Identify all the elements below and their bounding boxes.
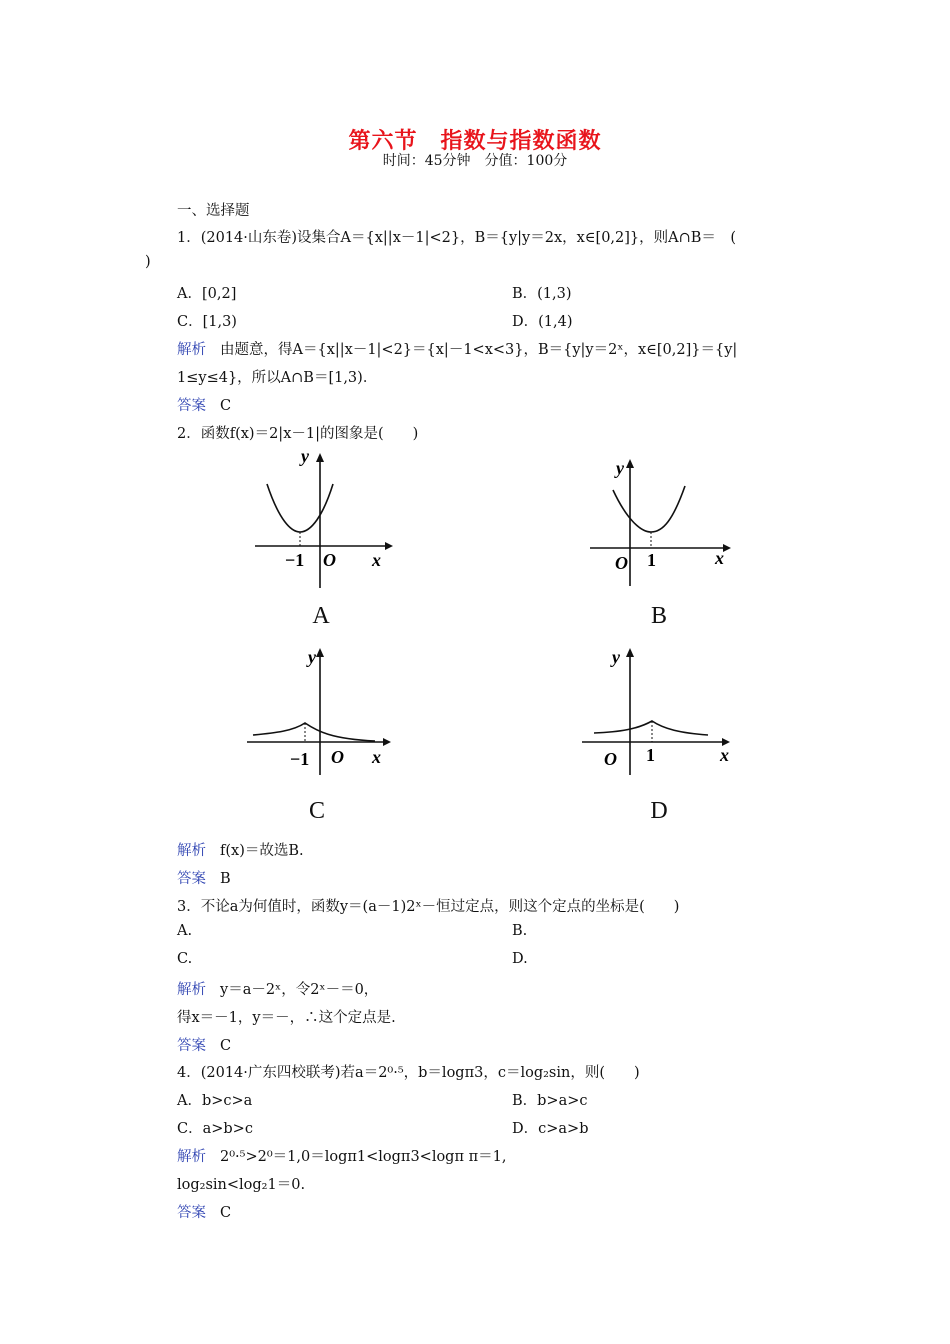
q1-stem-end: ): [145, 254, 151, 270]
q1-analysis-text: 由题意，得A＝{x||x－1|<2}＝{x|－1<x<3}，B＝{y|y＝2ˣ，x∈[0,2]}＝{y|: [220, 342, 738, 358]
q3-answer-value: C: [220, 1038, 232, 1054]
tick-label: −1: [285, 550, 305, 570]
origin-label: O: [615, 553, 628, 573]
page-title: 第六节 指数与指数函数: [348, 128, 602, 154]
q4-analysis: [177, 1145, 506, 1166]
x-axis-label: x: [372, 550, 381, 570]
q3-option-a: A.: [177, 923, 193, 939]
q1-option-a: A．[0,2]: [177, 286, 237, 302]
graph-c-label: C: [308, 798, 325, 824]
graph-a-label: A: [312, 603, 330, 629]
q2-answer-value: B: [220, 871, 231, 887]
q3-analysis-text: y＝a－2ˣ，令2ˣ－＝0，: [220, 982, 379, 998]
q4-stem: 4．(2014·广东四校联考)若a＝2⁰·⁵，b＝logπ3，c＝log₂sin，则( ): [177, 1065, 640, 1081]
graph-d: [580, 645, 740, 775]
tick-label: 1: [647, 550, 656, 570]
graph-c: [245, 645, 395, 775]
q3-option-b: B.: [512, 923, 528, 939]
q1-option-b: B．(1,3): [512, 286, 572, 302]
q4-answer-value: C: [220, 1205, 232, 1221]
q3-analysis-cont: 得x＝－1，y＝－，∴这个定点是.: [177, 1010, 396, 1026]
q1-answer-value: C: [220, 398, 232, 414]
q4-option-b: B．b>a>c: [512, 1093, 588, 1109]
q2-answer: [177, 867, 231, 888]
q1-stem: 1．(2014·山东卷)设集合A＝{x||x－1|<2}，B＝{y|y＝2x，x∈[0,2]}，则A∩B＝ (: [177, 230, 737, 246]
analysis-label: 解析: [177, 1149, 206, 1165]
x-axis-label: x: [720, 745, 729, 765]
y-axis-label: y: [301, 448, 309, 466]
q4-option-a: A．b>c>a: [177, 1093, 253, 1109]
answer-label: 答案: [177, 871, 206, 887]
origin-label: O: [604, 749, 617, 769]
q4-option-c: C．a>b>c: [177, 1121, 253, 1137]
y-axis-label: y: [308, 647, 316, 667]
q3-option-d: D.: [512, 951, 528, 967]
origin-label: O: [331, 747, 344, 767]
origin-label: O: [323, 550, 336, 570]
q1-analysis-cont: 1≤y≤4}，所以A∩B＝[1,3)．: [177, 370, 378, 386]
q2-analysis: [177, 839, 304, 860]
x-axis-label: x: [715, 548, 724, 568]
q3-answer: [177, 1034, 231, 1055]
q3-option-c: C.: [177, 951, 193, 967]
x-axis-label: x: [372, 747, 381, 767]
q3-stem: 3．不论a为何值时，函数y＝(a－1)2ˣ－恒过定点，则这个定点的坐标是( ): [177, 899, 680, 915]
answer-label: 答案: [177, 398, 206, 414]
graph-a: [245, 448, 395, 588]
q4-option-d: D．c>a>b: [512, 1121, 589, 1137]
q4-answer: [177, 1201, 231, 1222]
q3-analysis: [177, 978, 378, 999]
tick-label: −1: [290, 749, 310, 769]
q2-analysis-text: f(x)＝故选B.: [220, 843, 304, 859]
y-axis-label: y: [616, 458, 624, 478]
graph-d-label: D: [650, 798, 668, 824]
section-heading: 一、选择题: [177, 203, 250, 219]
answer-label: 答案: [177, 1205, 206, 1221]
graph-b: [585, 456, 735, 586]
q1-option-d: D．(1,4): [512, 314, 573, 330]
analysis-label: 解析: [177, 982, 206, 998]
q4-analysis-text: 2⁰·⁵>2⁰＝1,0＝logπ1<logπ3<logπ π＝1,: [220, 1149, 507, 1165]
tick-label: 1: [646, 745, 655, 765]
answer-label: 答案: [177, 1038, 206, 1054]
page-subtitle: 时间：45分钟 分值：100分: [382, 153, 568, 169]
analysis-label: 解析: [177, 342, 206, 358]
q1-analysis: [177, 338, 737, 359]
q2-stem: 2．函数f(x)＝2|x－1|的图象是( ): [177, 426, 419, 442]
graph-b-label: B: [650, 603, 667, 629]
q4-analysis-cont: log₂sin<log₂1＝0.: [177, 1177, 306, 1193]
analysis-label: 解析: [177, 843, 206, 859]
y-axis-label: y: [612, 647, 620, 667]
q1-option-c: C．[1,3): [177, 314, 237, 330]
q1-answer: [177, 394, 231, 415]
